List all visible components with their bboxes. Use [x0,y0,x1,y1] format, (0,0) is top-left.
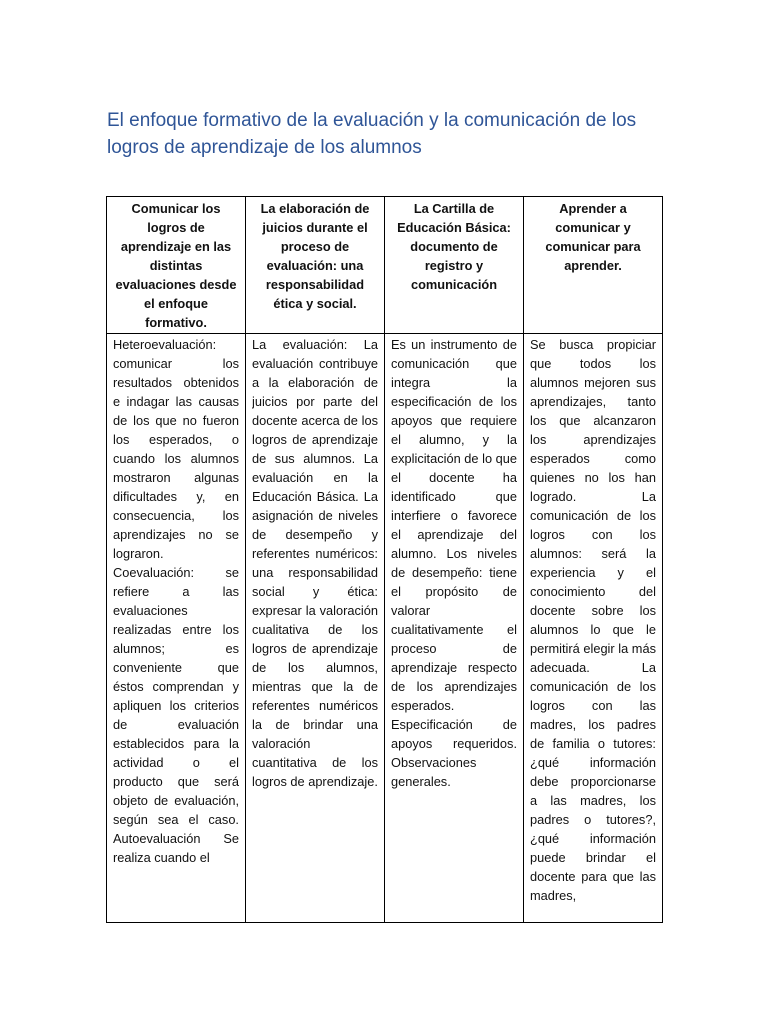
cell-text: Es un instrumento de comunicación que integra la especificación de los apoyos que requiere el alumno, y la explicitación de lo que el docente ha identificado que interfiere o favorece el aprendizaje del alumno. Los niveles de desempeño: tiene el propósito de valorar cualitativamente el proceso de aprendizaje respecto de los aprendizajes esperados. Especificación de apoyos requeridos. Observaciones generales. [391,337,517,789]
cell-text: Heteroevaluación: comunicar los resultados obtenidos e indagar las causas de los que no fueron los esperados, o cuando los alumnos mostraron algunas dificultades y, en consecuencia, los aprendizajes no se lograron. Coevaluación: se refiere a las evaluaciones realizadas entre los alumnos; es conveniente que éstos comprendan y apliquen los criterios de evaluación establecidos para la actividad o el producto que será objeto de evaluación, según sea el caso. Autoevaluación Se realiza cuando el [113,337,239,865]
comparison-table [106,196,663,923]
table-cell [246,334,385,923]
cell-text: Se busca propiciar que todos los alumnos mejoren sus aprendizajes, tanto los que alcanzaron los aprendizajes esperados como quienes no los han logrado. La comunicación de los logros con los alumnos: será la experiencia y el conocimiento del docente sobre los alumnos lo que le permitirá elegir la más adecuada. La comunicación de los logros con las madres, los padres de familia o tutores: ¿qué información debe proporcionarse a las madres, los padres o tutores?, ¿qué información puede brindar el docente para que las madres, [530,337,656,903]
table-header-row [107,197,663,334]
cell-text: La evaluación: La evaluación contribuye a la elaboración de juicios por parte del docente acerca de los logros de aprendizaje de sus alumnos. La evaluación en la Educación Básica. La asignación de niveles de desempeño y referentes numéricos: una responsabilidad social y ética: expresar la valoración cualitativa de los logros de aprendizaje de los alumnos, mientras que la de referentes numéricos la de brindar una valoración cuantitativa de los logros de aprendizaje. [252,337,378,789]
table-cell [107,334,246,923]
column-header: Aprender a comunicar y comunicar para aprender. [524,197,663,334]
table-cell [385,334,524,923]
page-title: El enfoque formativo de la evaluación y la comunicación de los logros de aprendizaje de los alumnos [107,110,637,158]
column-header: La elaboración de juicios durante el proceso de evaluación: una responsabilidad ética y social. [246,197,385,334]
table-cell [524,334,663,923]
table-row [107,334,663,923]
column-header: La Cartilla de Educación Básica: documento de registro y comunicación [385,197,524,334]
column-header: Comunicar los logros de aprendizaje en las distintas evaluaciones desde el enfoque formativo. [107,197,246,334]
